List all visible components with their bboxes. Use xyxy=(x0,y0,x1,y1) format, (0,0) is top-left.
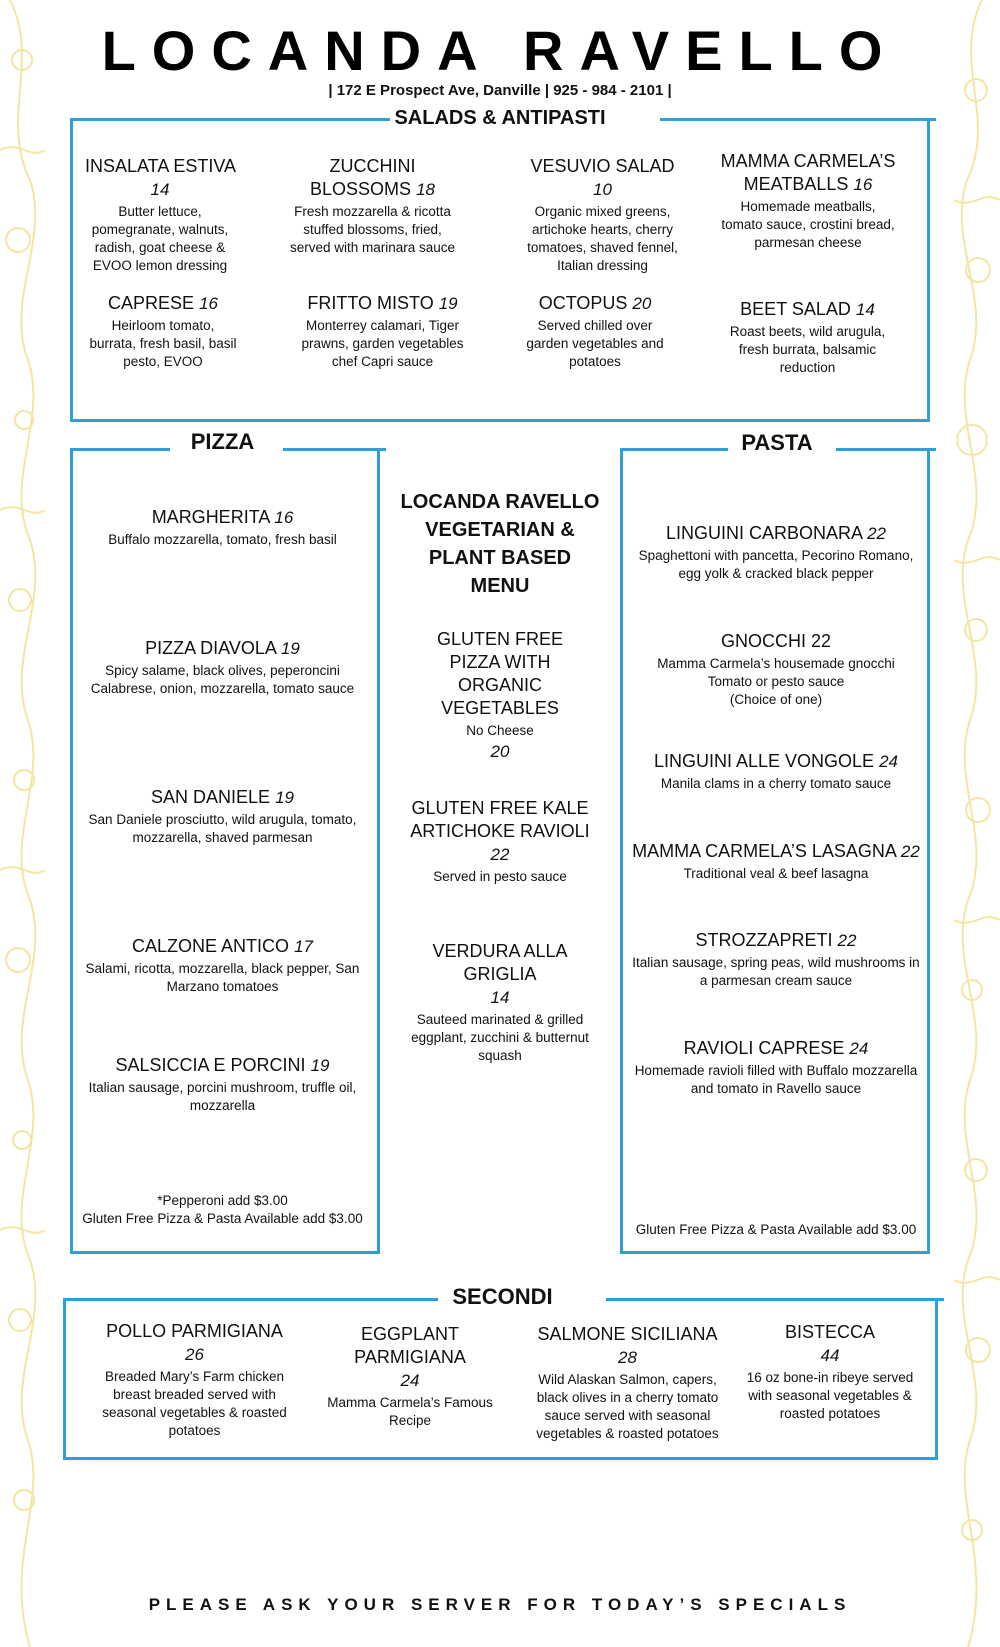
menu-item: GNOCCHI 22 Mamma Carmela’s housemade gnocchi Tomato or pesto sauce (Choice of one) xyxy=(657,631,895,707)
menu-item: INSALATA ESTIVA 14 Butter lettuce, pomegranate, walnuts, radish, goat cheese & EVOO lemon dressing xyxy=(84,156,236,273)
menu-item: MAMMA CARMELA’S LASAGNA 22 Traditional veal & beef lasagna xyxy=(632,841,920,881)
menu-item: OCTOPUS 20 Served chilled over garden vegetables and potatoes xyxy=(526,293,664,369)
menu-item: FRITTO MISTO 19 Monterrey calamari, Tiger prawns, garden vegetables chef Capri sauce xyxy=(301,293,464,369)
gluten-free-note: Gluten Free Pizza & Pasta Available add $3.00 xyxy=(82,1211,363,1226)
floral-border-right-icon xyxy=(942,0,1000,1647)
menu-item: EGGPLANT PARMIGIANA 24 Mamma Carmela’s Famous Recipe xyxy=(327,1324,493,1428)
gluten-free-note: Gluten Free Pizza & Pasta Available add $3.00 xyxy=(635,1222,917,1237)
menu-item: LINGUINI CARBONARA 22 Spaghettoni with pancetta, Pecorino Romano, egg yolk & cracked black pepper xyxy=(638,523,914,581)
menu-item: BISTECCA 44 16 oz bone-in ribeye served with seasonal vegetables & roasted potatoes xyxy=(746,1322,914,1421)
menu-item: GLUTEN FREE PIZZA WITH ORGANIC VEGETABLES No Cheese 20 xyxy=(436,629,564,761)
menu-item: MARGHERITA 16 Buffalo mozzarella, tomato, fresh basil xyxy=(108,507,337,547)
menu-item: SALSICCIA E PORCINI 19 Italian sausage, porcini mushroom, truffle oil, mozzarella xyxy=(88,1055,357,1113)
restaurant-address: | 172 E Prospect Ave, Danville | 925 - 984 - 2101 | xyxy=(328,82,672,99)
menu-item: SALMONE SICILIANA 28 Wild Alaskan Salmon, capers, black olives in a cherry tomato sauce served with seasonal vegetables & roasted potatoes xyxy=(536,1324,719,1441)
pizza-box xyxy=(70,448,380,1254)
menu-item: POLLO PARMIGIANA 26 Breaded Mary’s Farm chicken breast breaded served with seasonal vegetables & roasted potatoes xyxy=(102,1321,287,1438)
menu-item: CAPRESE 16 Heirloom tomato, burrata, fresh basil, basil pesto, EVOO xyxy=(89,293,237,369)
menu-item: VESUVIO SALAD 10 Organic mixed greens, artichoke hearts, cherry tomatoes, shaved fennel, Italian dressing xyxy=(527,156,678,273)
pizza-heading: PIZZA xyxy=(190,429,255,454)
salads-heading: SALADS & ANTIPASTI xyxy=(394,107,606,129)
menu-item: RAVIOLI CAPRESE 24 Homemade ravioli filled with Buffalo mozzarella and tomato in Ravello sauce xyxy=(634,1038,918,1096)
menu-item: CALZONE ANTICO 17 Salami, ricotta, mozzarella, black pepper, San Marzano tomatoes xyxy=(85,936,360,994)
menu-item: LINGUINI ALLE VONGOLE 24 Manila clams in a cherry tomato sauce xyxy=(653,751,898,791)
menu-item: PIZZA DIAVOLA 19 Spicy salame, black olives, peperoncini Calabrese, onion, mozzarella, tomato sauce xyxy=(90,638,355,696)
floral-border-left-icon xyxy=(0,0,48,1647)
menu-item: SAN DANIELE 19 San Daniele prosciutto, wild arugula, tomato, mozzarella, shaved parmesan xyxy=(88,787,357,845)
specials-footer: PLEASE ASK YOUR SERVER FOR TODAY’S SPECIALS xyxy=(148,1595,852,1614)
vegetarian-title: LOCANDA RAVELLO VEGETARIAN & PLANT BASED MENU xyxy=(400,491,600,597)
secondi-heading: SECONDI xyxy=(452,1284,553,1309)
menu-item: GLUTEN FREE KALE ARTICHOKE RAVIOLI 22 Served in pesto sauce xyxy=(410,798,590,884)
menu-item: BEET SALAD 14 Roast beets, wild arugula, fresh burrata, balsamic reduction xyxy=(729,299,886,375)
menu-item: MAMMA CARMELA’S MEATBALLS 16 Homemade meatballs, tomato sauce, crostini bread, parmesan cheese xyxy=(720,151,896,250)
pasta-heading: PASTA xyxy=(741,430,813,455)
menu-item: STROZZAPRETI 22 Italian sausage, spring peas, wild mushrooms in a parmesan cream sauce xyxy=(632,930,920,988)
menu-item: ZUCCHINI BLOSSOMS 18 Fresh mozzarella & ricotta stuffed blossoms, fried, served with marinara sauce xyxy=(289,156,456,255)
restaurant-title: LOCANDA RAVELLO xyxy=(101,19,899,82)
pepperoni-note: *Pepperoni add $3.00 xyxy=(157,1193,288,1208)
menu-item: VERDURA ALLA GRIGLIA 14 Sauteed marinated & grilled eggplant, zucchini & butternut squash xyxy=(411,941,589,1063)
